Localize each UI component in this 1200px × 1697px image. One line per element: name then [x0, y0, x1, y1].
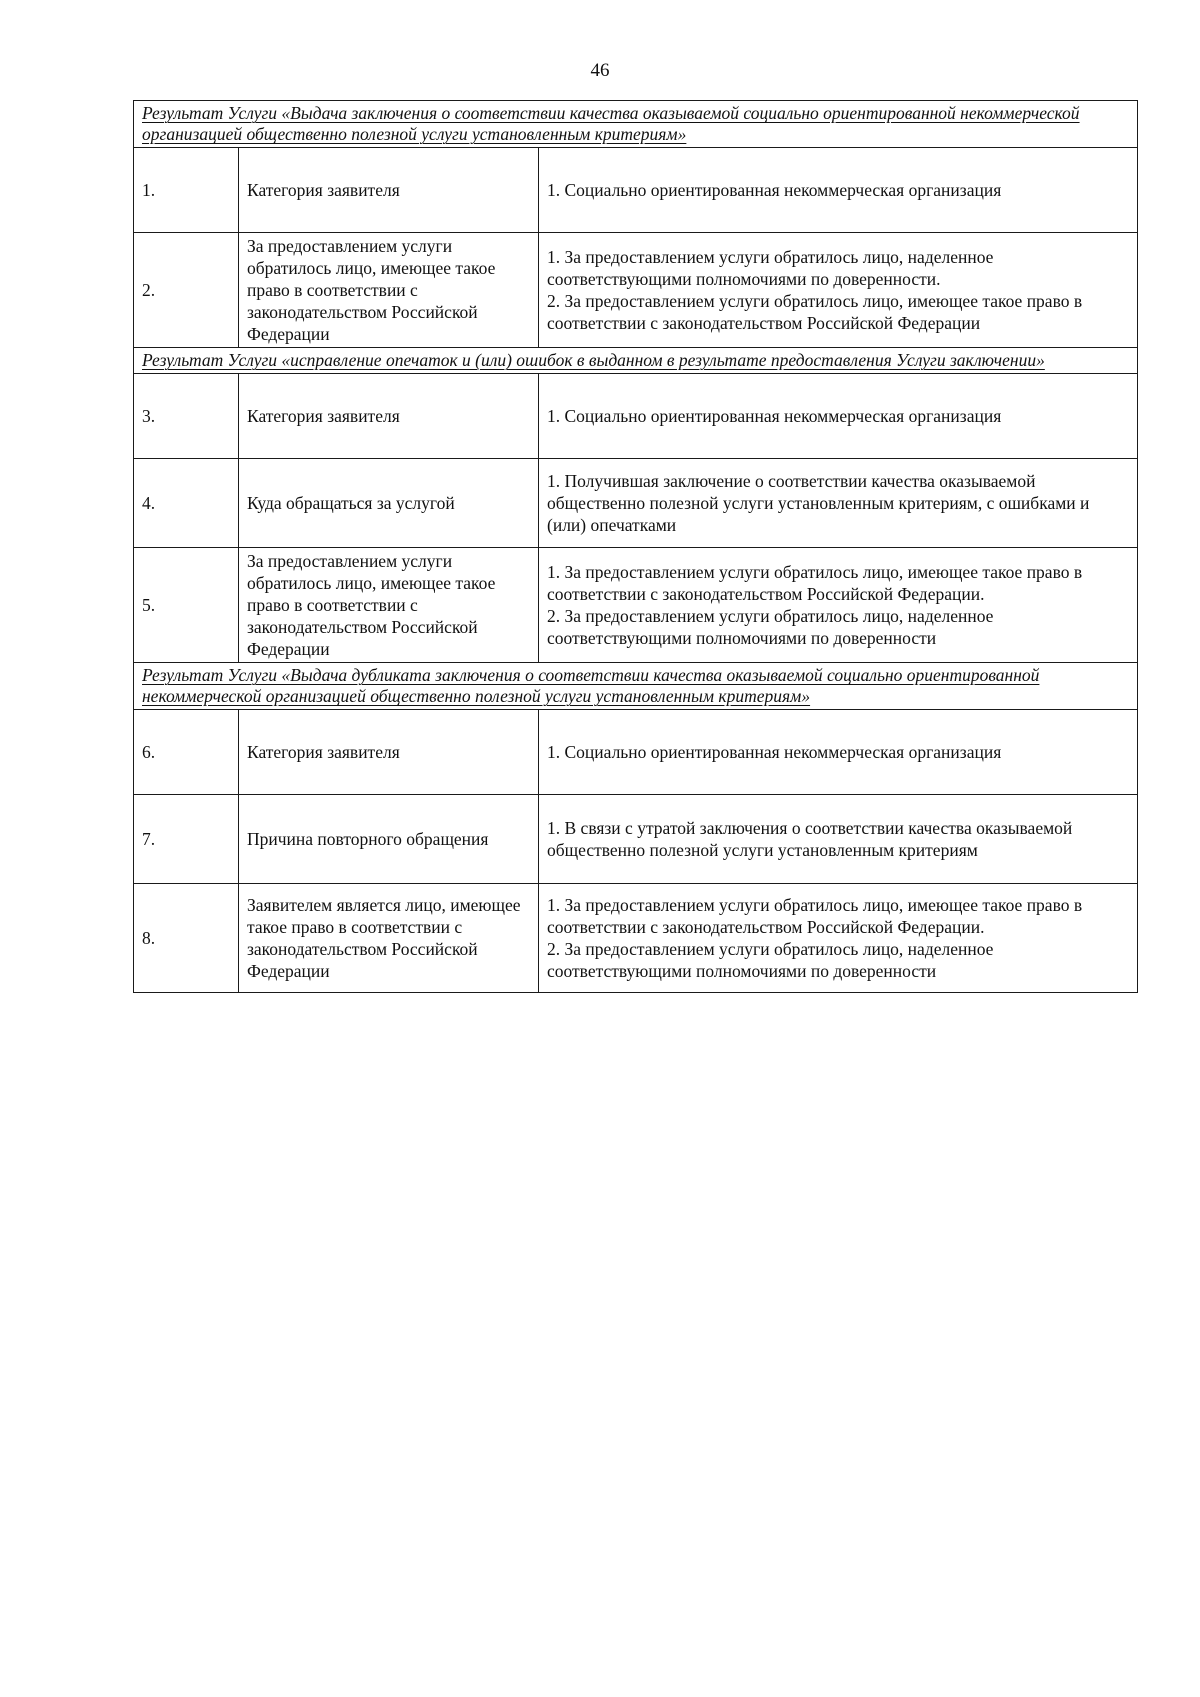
table-row	[134, 884, 1138, 993]
row-value	[539, 884, 1138, 993]
row-number: 8.	[134, 884, 239, 993]
value-item: 2. За предоставлением услуги обратилось лицо, наделенное соответствующими полномочиями по доверенности	[547, 939, 994, 981]
table-row	[134, 148, 1138, 233]
row-number: 6.	[134, 710, 239, 795]
row-value	[539, 710, 1138, 795]
table-row	[134, 233, 1138, 348]
row-label: Категория заявителя	[239, 148, 539, 233]
row-label: Причина повторного обращения	[239, 795, 539, 884]
row-label: За предоставлением услуги обратилось лицо, имеющее такое право в соответствии с законодательством Российской Федерации	[239, 233, 539, 348]
row-value	[539, 795, 1138, 884]
row-value	[539, 548, 1138, 663]
section-header-row	[134, 348, 1138, 374]
value-item: 1. Получившая заключение о соответствии качества оказываемой общественно полезной услуги установленным критериям, с ошибками и (или) опечатками	[547, 471, 1090, 535]
row-label: Категория заявителя	[239, 374, 539, 459]
value-item: 1. За предоставлением услуги обратилось лицо, имеющее такое право в соответствии с законодательством Российской Федерации.	[547, 562, 1083, 604]
service-results-table	[133, 100, 1138, 993]
section-title: Результат Услуги «исправление опечаток и (или) ошибок в выданном в результате предоставления Услуги заключении»	[134, 348, 1138, 374]
row-label: За предоставлением услуги обратилось лицо, имеющее такое право в соответствии с законодательством Российской Федерации	[239, 548, 539, 663]
value-item: 2. За предоставлением услуги обратилось лицо, имеющее такое право в соответствии с законодательством Российской Федерации	[547, 291, 1083, 333]
section-title: Результат Услуги «Выдача дубликата заключения о соответствии качества оказываемой социально ориентированной некоммерческой организацией общественно полезной услуги установленным критериям»	[134, 663, 1138, 710]
value-item: 1. Социально ориентированная некоммерческая организация	[547, 406, 1002, 426]
row-label: Куда обращаться за услугой	[239, 459, 539, 548]
section-header-row	[134, 663, 1138, 710]
row-number: 7.	[134, 795, 239, 884]
page-number: 46	[590, 60, 610, 81]
row-number: 5.	[134, 548, 239, 663]
section-header-row	[134, 101, 1138, 148]
row-value	[539, 148, 1138, 233]
value-item: 1. Социально ориентированная некоммерческая организация	[547, 742, 1002, 762]
table-row	[134, 710, 1138, 795]
value-item: 1. За предоставлением услуги обратилось лицо, имеющее такое право в соответствии с законодательством Российской Федерации.	[547, 895, 1083, 937]
row-number: 4.	[134, 459, 239, 548]
row-label: Категория заявителя	[239, 710, 539, 795]
row-value	[539, 459, 1138, 548]
row-value	[539, 233, 1138, 348]
table-row	[134, 795, 1138, 884]
table-row	[134, 459, 1138, 548]
value-item: 1. За предоставлением услуги обратилось лицо, наделенное соответствующими полномочиями по доверенности.	[547, 247, 994, 289]
table-row	[134, 374, 1138, 459]
table-row	[134, 548, 1138, 663]
value-item: 2. За предоставлением услуги обратилось лицо, наделенное соответствующими полномочиями по доверенности	[547, 606, 994, 648]
row-number: 1.	[134, 148, 239, 233]
value-item: 1. Социально ориентированная некоммерческая организация	[547, 180, 1002, 200]
row-label: Заявителем является лицо, имеющее такое право в соответствии с законодательством Российской Федерации	[239, 884, 539, 993]
row-number: 3.	[134, 374, 239, 459]
row-number: 2.	[134, 233, 239, 348]
row-value	[539, 374, 1138, 459]
section-title: Результат Услуги «Выдача заключения о соответствии качества оказываемой социально ориентированной некоммерческой организацией общественно полезной услуги установленным критериям»	[134, 101, 1138, 148]
value-item: 1. В связи с утратой заключения о соответствии качества оказываемой общественно полезной услуги установленным критериям	[547, 818, 1073, 860]
